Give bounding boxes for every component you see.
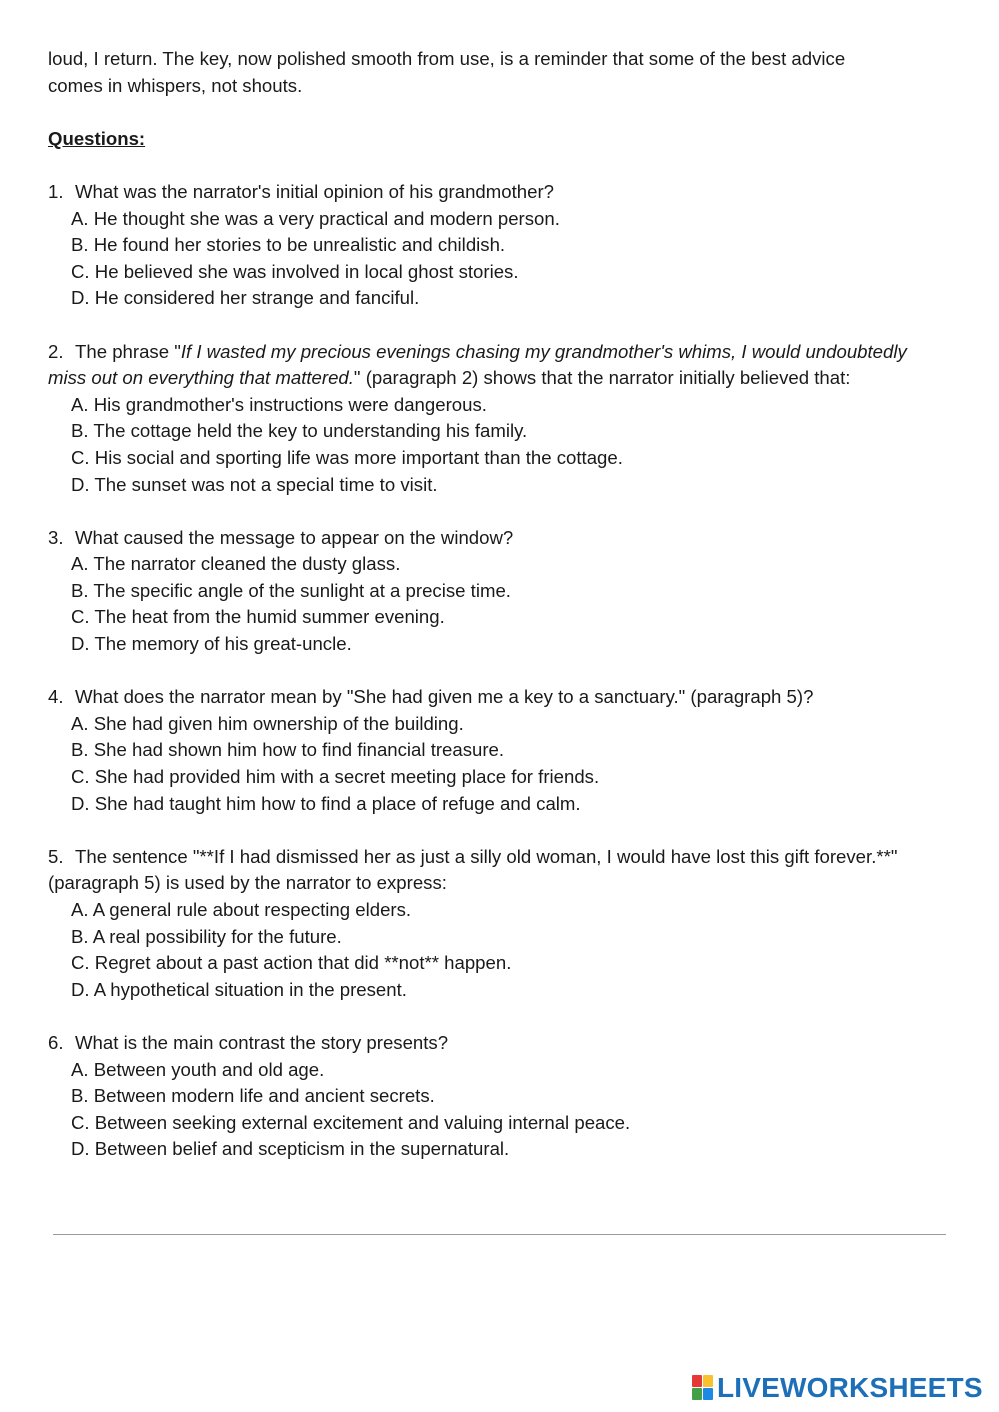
question-3 <box>48 525 928 658</box>
liveworksheets-logo-text: LIVEWORKSHEETS <box>717 1372 983 1403</box>
question-5-option-d[interactable]: D. A hypothetical situation in the present. <box>71 978 407 1000</box>
question-5-option-a[interactable]: A. A general rule about respecting elders. <box>71 899 412 920</box>
question-1-option-c[interactable]: C. He believed she was involved in local ghost stories. <box>71 260 519 282</box>
question-2-option-d[interactable]: D. The sunset was not a special time to visit. <box>71 473 438 495</box>
question-5 <box>48 844 928 1004</box>
questions-heading: Questions: <box>48 127 146 149</box>
liveworksheets-logo-icon <box>692 1375 714 1401</box>
question-number: 6. <box>48 1031 64 1053</box>
question-1-stem <box>48 179 928 206</box>
question-text-before: The phrase " <box>75 340 181 362</box>
question-1 <box>48 179 928 312</box>
question-1-option-b[interactable]: B. He found her stories to be unrealistic and childish. <box>71 234 506 256</box>
question-6-option-b[interactable]: B. Between modern life and ancient secrets. <box>71 1085 435 1107</box>
question-number: 2. <box>48 340 64 362</box>
question-6-option-c[interactable]: C. Between seeking external excitement and valuing internal peace. <box>71 1111 631 1133</box>
story-ending-paragraph <box>48 46 928 99</box>
question-2-stem <box>48 339 928 392</box>
question-3-option-c[interactable]: C. The heat from the humid summer evening. <box>71 606 445 628</box>
question-text: What was the narrator's initial opinion of his grandmother? <box>75 180 554 202</box>
question-6 <box>48 1030 928 1163</box>
question-text: The sentence "**If I had dismissed her as just a silly old woman, I would have lost this gift forever.**" (paragraph 5) is used by the narrator to express: <box>48 845 898 894</box>
liveworksheets-logo <box>692 1372 983 1404</box>
question-4-option-b[interactable]: B. She had shown him how to find financial treasure. <box>71 739 505 761</box>
question-1-option-a[interactable]: A. He thought she was a very practical and modern person. <box>71 207 560 229</box>
question-text: What caused the message to appear on the window? <box>75 526 514 548</box>
question-6-stem <box>48 1030 928 1057</box>
question-4 <box>48 684 928 817</box>
question-5-option-b[interactable]: B. A real possibility for the future. <box>71 925 342 947</box>
question-4-option-d[interactable]: D. She had taught him how to find a place of refuge and calm. <box>71 792 581 814</box>
question-number: 3. <box>48 526 64 548</box>
worksheet-page <box>48 46 928 1190</box>
question-3-option-a[interactable]: A. The narrator cleaned the dusty glass. <box>71 553 401 575</box>
question-text: What does the narrator mean by "She had given me a key to a sanctuary." (paragraph 5)? <box>75 686 814 708</box>
horizontal-divider <box>53 1234 946 1235</box>
question-4-option-a[interactable]: A. She had given him ownership of the building. <box>71 712 464 734</box>
story-ending-line-1: loud, I return. The key, now polished smooth from use, is a reminder that some of the best advice <box>48 48 846 69</box>
question-text-after: " (paragraph 2) shows that the narrator initially believed that: <box>353 367 851 389</box>
question-5-stem <box>48 844 928 897</box>
question-2-option-c[interactable]: C. His social and sporting life was more important than the cottage. <box>71 446 623 468</box>
question-2-option-b[interactable]: B. The cottage held the key to understanding his family. <box>71 420 528 442</box>
question-quote: If I wasted my precious evenings chasing my grandmother's whims, I would undoubtedly miss out on everything that mattered. <box>48 340 907 389</box>
question-number: 5. <box>48 845 64 867</box>
question-3-option-b[interactable]: B. The specific angle of the sunlight at a precise time. <box>71 579 511 601</box>
question-text: What is the main contrast the story presents? <box>75 1031 449 1053</box>
question-1-option-d[interactable]: D. He considered her strange and fanciful. <box>71 287 420 309</box>
question-3-stem <box>48 525 928 552</box>
question-5-option-c[interactable]: C. Regret about a past action that did **not** happen. <box>71 952 512 974</box>
question-number: 1. <box>48 180 64 202</box>
question-4-option-c[interactable]: C. She had provided him with a secret meeting place for friends. <box>71 766 600 788</box>
question-4-stem <box>48 684 928 711</box>
question-2-option-a[interactable]: A. His grandmother's instructions were dangerous. <box>71 393 487 415</box>
question-3-option-d[interactable]: D. The memory of his great-uncle. <box>71 633 352 655</box>
question-6-option-a[interactable]: A. Between youth and old age. <box>71 1058 325 1080</box>
question-2 <box>48 339 928 499</box>
story-ending-line-2: comes in whispers, not shouts. <box>48 74 303 96</box>
question-6-option-d[interactable]: D. Between belief and scepticism in the supernatural. <box>71 1138 510 1160</box>
question-number: 4. <box>48 686 64 708</box>
